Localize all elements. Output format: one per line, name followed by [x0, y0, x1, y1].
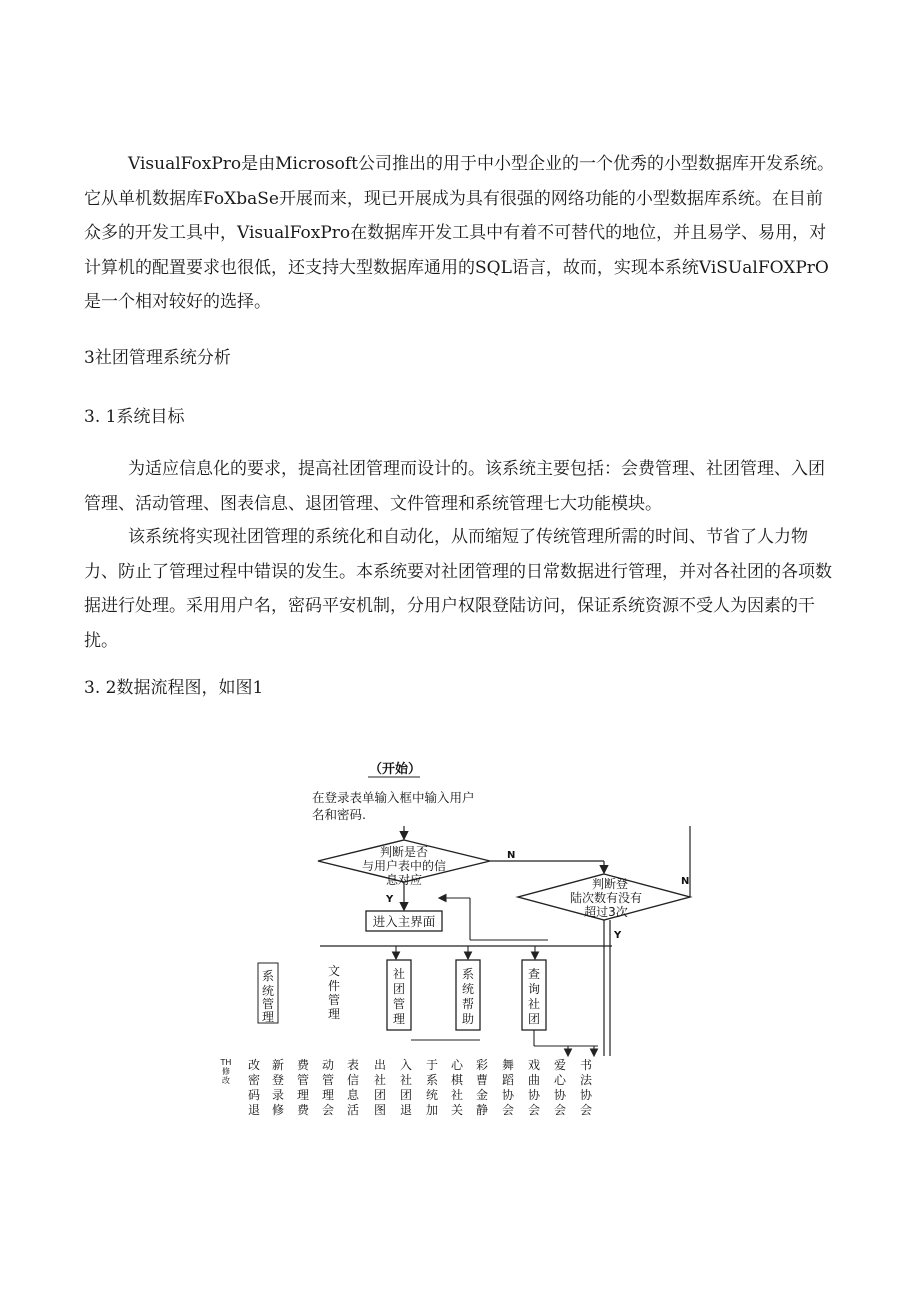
query-club-c3: 社 — [527, 997, 541, 1011]
file-mgmt-c4: 理 — [327, 1007, 341, 1021]
system-help-c2: 统 — [461, 982, 475, 996]
section-3-2-heading: 3. 2数据流程图，如图1 — [84, 678, 264, 698]
file-mgmt-c2: 件 — [327, 979, 341, 993]
club-mgmt-c4: 理 — [392, 1012, 406, 1026]
bottom-item-8: 于系统加 — [425, 1058, 438, 1117]
query-club-c2: 询 — [527, 982, 541, 996]
bottom-item-5: 表信息活 — [346, 1058, 359, 1117]
bottom-item-1: 改密码退 — [247, 1058, 260, 1117]
bottom-item-0: TH修改 — [220, 1058, 232, 1085]
bottom-item-10: 彩曹金静 — [475, 1058, 488, 1117]
no-label-2: N — [681, 876, 690, 887]
club-mgmt-c1: 社 — [392, 967, 406, 981]
decision1-line3: 息对应 — [385, 873, 423, 887]
yes-label-1: Y — [386, 894, 394, 905]
goal-paragraph-2: 该系统将实现社团管理的系统化和自动化，从而缩短了传统管理所需的时间、节省了人力物力、防止了管理过程中错误的发生。本系统要对社团管理的日常数据进行管理，并对各社团的各项数据进行处理。采用用户名，密码平安机制，分用户权限登陆访问，保证系统资源不受人为因素的干扰。 — [84, 527, 832, 651]
file-mgmt-c3: 管 — [327, 993, 341, 1007]
system-help-c3: 帮 — [461, 997, 475, 1011]
bottom-item-3: 费管理费 — [296, 1058, 309, 1117]
yes-label-2: Y — [614, 930, 622, 941]
start-label: （开始） — [368, 762, 422, 777]
bottom-item-6: 出社团图 — [373, 1058, 386, 1117]
bottom-item-9: 心棋社关 — [450, 1058, 463, 1117]
decision1-line2: 与用户表中的信 — [361, 859, 447, 873]
club-mgmt-c2: 团 — [392, 982, 406, 996]
goal-paragraph-1: 为适应信息化的要求，提高社团管理而设计的。该系统主要包括：会费管理、社团管理、入团管理、活动管理、图表信息、退团管理、文件管理和系统管理七大功能模块。 — [84, 459, 825, 514]
system-mgmt-c3: 管 — [261, 997, 275, 1011]
enter-main-label: 进入主界面 — [372, 914, 436, 929]
bottom-item-12: 戏曲协会 — [527, 1058, 540, 1117]
section-3-1-heading: 3. 1系统目标 — [84, 407, 185, 427]
system-mgmt-c2: 统 — [261, 984, 275, 998]
system-help-c4: 助 — [461, 1012, 475, 1026]
file-mgmt-c1: 文 — [327, 964, 341, 978]
bottom-item-13: 爱心协会 — [553, 1058, 566, 1117]
system-mgmt-c4: 理 — [261, 1010, 275, 1024]
system-help-c1: 系 — [461, 967, 475, 981]
input-instruction-line2: 名和密码. — [312, 807, 366, 822]
bottom-item-4: 动管理会 — [321, 1058, 334, 1117]
query-club-c1: 查 — [527, 967, 541, 981]
decision2-line3: 超过3次 — [584, 905, 628, 919]
query-club-c4: 团 — [527, 1012, 541, 1026]
club-mgmt-c3: 管 — [392, 997, 406, 1011]
decision1-line1: 判断是否 — [379, 845, 429, 859]
bottom-item-11: 舞蹈协会 — [501, 1058, 514, 1117]
intro-paragraph: VisualFoxPro是由Microsoft公司推出的用于中小型企业的一个优秀的小型数据库开发系统。它从单机数据库FoXbaSe开展而来，现已开展成为具有很强的网络功能的小型数据库系统。在目前众多的开发工具中，VisualFoxPro在数据库开发工具中有着不可替代的地位，并且易学、易用，对计算机的配置要求也很低，还支持大型数据库通用的SQL语言，故而，实现本系统ViSUalFOXPrO是一个相对较好的选择。 — [84, 154, 834, 312]
decision2-line1: 判断登 — [591, 877, 629, 891]
bottom-item-7: 入社团退 — [399, 1058, 412, 1117]
no-label-1: N — [507, 850, 516, 861]
input-instruction-line1: 在登录表单输入框中输入用户 — [312, 790, 475, 805]
decision2-line2: 陆次数有没有 — [569, 891, 643, 905]
section-3-heading: 3社团管理系统分析 — [84, 348, 231, 368]
bottom-item-14: 书法协会 — [579, 1058, 592, 1117]
system-mgmt-c1: 系 — [261, 969, 275, 983]
bottom-item-2: 新登录修 — [271, 1058, 284, 1117]
